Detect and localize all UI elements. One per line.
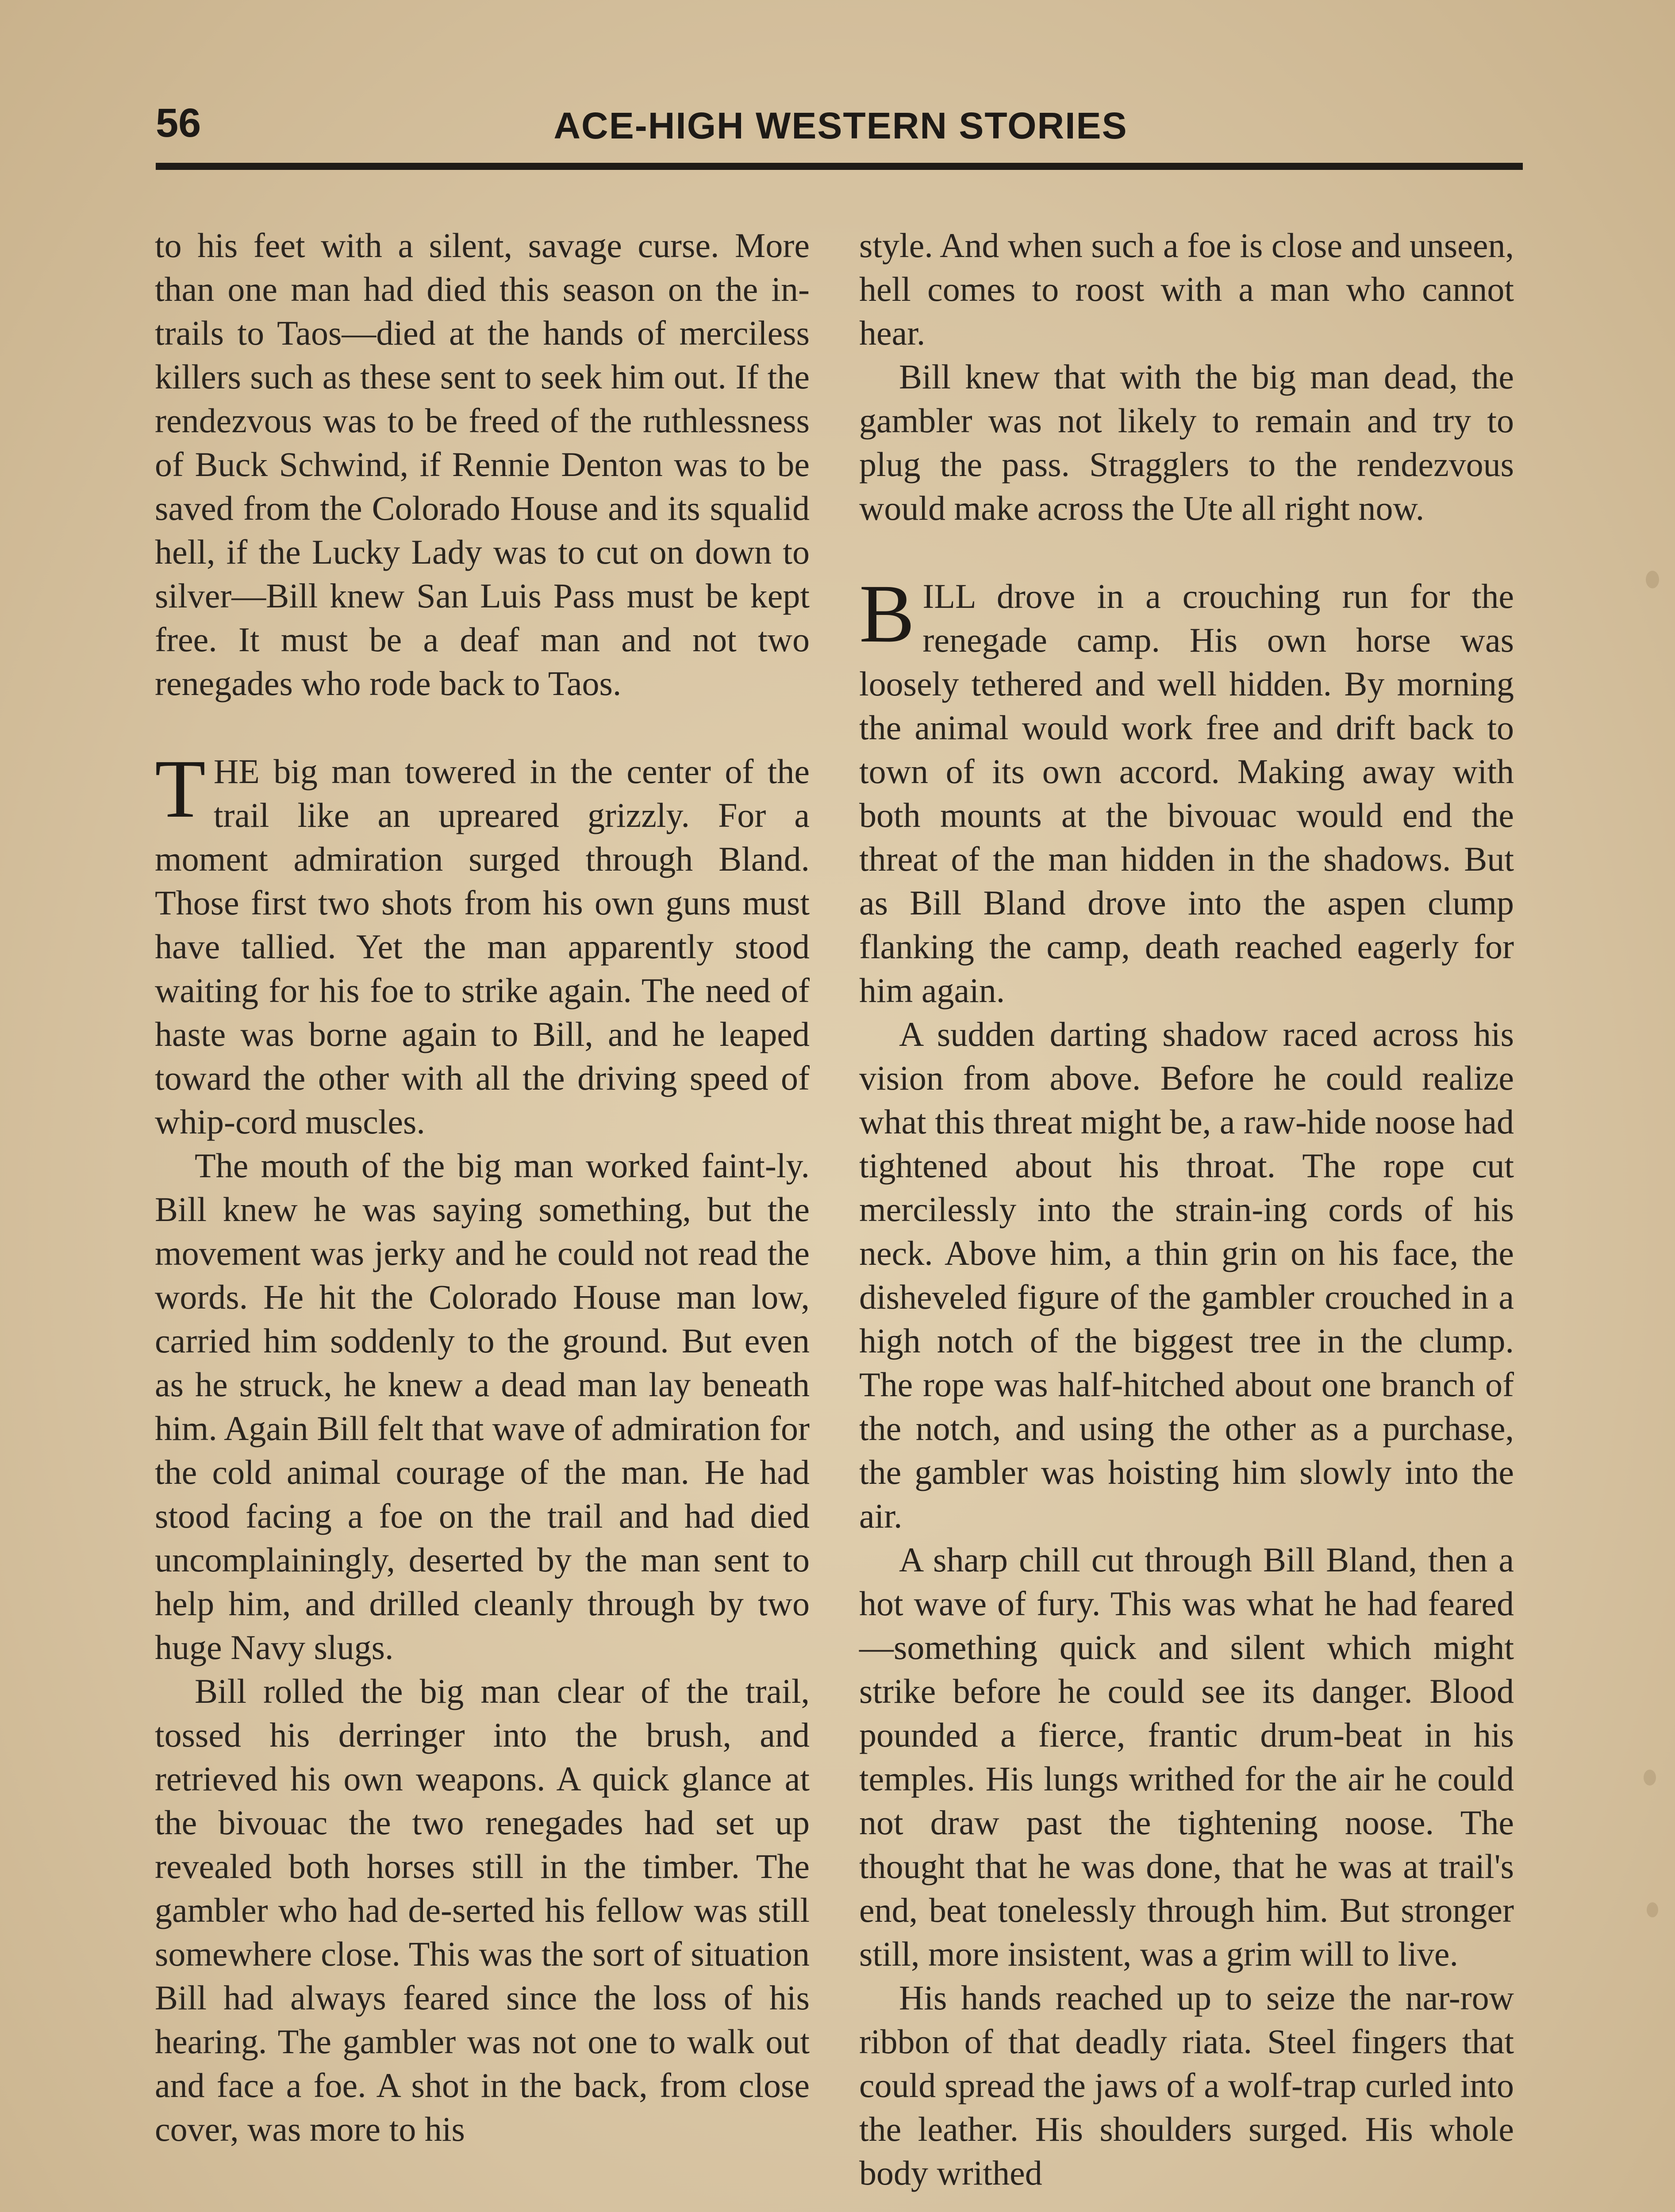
paragraph-dropcap <box>859 567 1514 1012</box>
paragraph: style. And when such a foe is close and unseen, hell comes to roost with a man who cannot hear. <box>859 226 1514 352</box>
paragraph: Bill rolled the big man clear of the trail, tossed his derringer into the brush, and retrieved his own weapons. A quick glance at the bivouac the two renegades had set up revealed both horses still in the timber. The gambler who had de-serted his fellow was still somewhere close. This was the sort of situation Bill had always feared since the loss of his hearing. The gambler was not one to walk out and face a foe. A shot in the back, from close cover, was more to his <box>155 1672 810 2148</box>
paper-smudge <box>1647 1902 1658 1917</box>
right-column <box>859 223 1514 2195</box>
left-column <box>155 223 810 2151</box>
paragraph: to his feet with a silent, savage curse. More than one man had died this season on the in-trails to Taos—died at the hands of merciless killers such as these sent to seek him out. If the rendezvous was to be freed of the ruthlessness of Buck Schwind, if Rennie Denton was to be saved from the Colorado House and its squalid hell, if the Lucky Lady was to cut on down to silver—Bill knew San Luis Pass must be kept free. It must be a deaf man and not two renegades who rode back to Taos. <box>155 226 810 703</box>
paragraph-text: big man towered in the center of the trail like an upreared grizzly. For a moment admiration surged through Bland. Those first two shots from his own guns must have tallied. Yet the man apparently stood waiting for his foe to strike again. The need of haste was borne again to Bill, and he leaped toward the other with all the driving speed of whip-cord muscles. <box>155 752 810 1141</box>
small-caps-lead: ILL <box>922 577 975 615</box>
header-rule <box>156 163 1523 170</box>
paper-smudge <box>1644 1770 1656 1786</box>
small-caps-lead: HE <box>213 752 260 791</box>
paragraph: A sharp chill cut through Bill Bland, then a hot wave of fury. This was what he had feared—something quick and silent which might strike before he could see its danger. Blood pounded a fierce, frantic drum-beat in his temples. His lungs writhed for the air he could not draw past the tightening noose. The thought that he was done, that he was at trail's end, beat tonelessly through him. But stronger still, more insistent, was a grim will to live. <box>859 1540 1514 1973</box>
paragraph: Bill knew that with the big man dead, the gambler was not likely to remain and try to plug the pass. Stragglers to the rendezvous would make across the Ute all right now. <box>859 357 1514 527</box>
drop-cap: T <box>155 742 206 835</box>
paragraph: The mouth of the big man worked faint-ly. Bill knew he was saying something, but the movement was jerky and he could not read the words. He hit the Colorado House man low, carried him soddenly to the ground. But even as he struck, he knew a dead man lay beneath him. Again Bill felt that wave of admiration for the cold animal courage of the man. He had stood facing a foe on the trail and had died uncomplainingly, deserted by the man sent to help him, and drilled cleanly through by two huge Navy slugs. <box>155 1146 810 1667</box>
paragraph: His hands reached up to seize the nar-row ribbon of that deadly riata. Steel fingers that could spread the jaws of a wolf-trap curled into the leather. His shoulders surged. His whole body writhed <box>859 1978 1514 2192</box>
paragraph: A sudden darting shadow raced across his vision from above. Before he could realize what this threat might be, a raw-hide noose had tightened about his throat. The rope cut mercilessly into the strain-ing cords of his neck. Above him, a thin grin on his face, the disheveled figure of the gambler crouched in a high notch of the biggest tree in the clump. The rope was half-hitched about one branch of the notch, and using the other as a purchase, the gambler was hoisting him slowly into the air. <box>859 1015 1514 1535</box>
paper-smudge <box>1646 571 1659 588</box>
page-number: 56 <box>156 100 201 146</box>
paragraph-text: drove in a crouching run for the renegade camp. His own horse was loosely tethered and well hidden. By morning the animal would work free and drift back to town of its own accord. Making away with both mounts at the bivouac would end the threat of the man hidden in the shadows. But as Bill Bland drove into the aspen clump flanking the camp, death reached eagerly for him again. <box>859 577 1514 1010</box>
magazine-title: ACE-HIGH WESTERN STORIES <box>553 105 1128 146</box>
paragraph-dropcap <box>155 742 810 1144</box>
drop-cap: B <box>859 567 915 660</box>
